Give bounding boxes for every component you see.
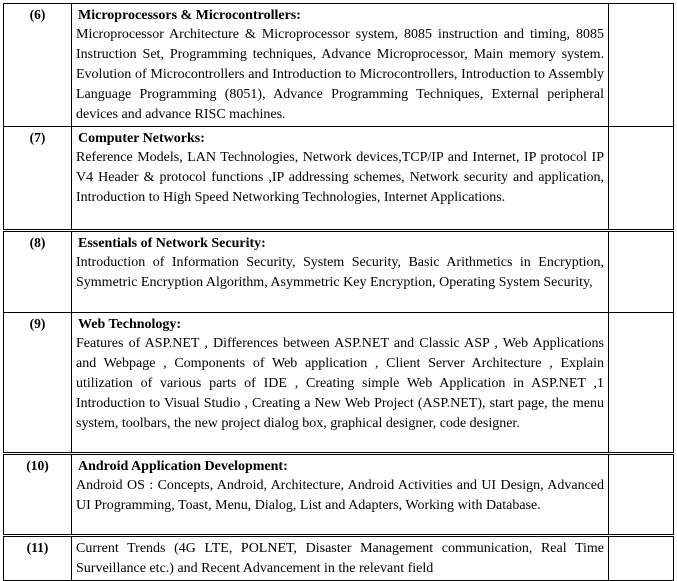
unit-title: Computer Networks: [78, 131, 205, 146]
empty-cell [609, 127, 674, 231]
unit-title: Microprocessors & Microcontrollers: [78, 8, 301, 23]
empty-cell [609, 536, 674, 581]
unit-number: (7) [4, 127, 72, 231]
table-row [4, 313, 674, 454]
unit-description: Reference Models, LAN Technologies, Network devices,TCP/IP and Internet, IP protocol IP V4 Header & protocol functions ,IP addressing schemes, Network security and application, Introduction to High Speed Networking Technologies, Internet Applications. [76, 150, 604, 205]
table-row [4, 4, 674, 127]
unit-content [72, 313, 609, 454]
empty-cell [609, 313, 674, 454]
table-row [4, 536, 674, 581]
unit-number: (11) [4, 536, 72, 581]
unit-title: Essentials of Network Security: [78, 236, 266, 251]
unit-description: Introduction of Information Security, System Security, Basic Arithmetics in Encryption, Symmetric Encryption Algorithm, Asymmetric Key Encryption, Operating System Security, [76, 255, 604, 290]
empty-cell [609, 454, 674, 536]
unit-number: (6) [4, 4, 72, 127]
unit-description: Current Trends (4G LTE, POLNET, Disaster Management communication, Real Time Surveillance etc.) and Recent Advancement in the relevant field [76, 541, 604, 576]
table-row [4, 454, 674, 536]
unit-content [72, 231, 609, 313]
unit-title: Web Technology: [78, 317, 182, 332]
unit-description: Android OS : Concepts, Android, Architecture, Android Activities and UI Design, Advanced UI Programming, Toast, Menu, Dialog, List and Adapters, Working with Database. [76, 478, 604, 513]
unit-content [72, 454, 609, 536]
empty-cell [609, 231, 674, 313]
unit-description: Microprocessor Architecture & Microprocessor system, 8085 instruction and timing, 8085 Instruction Set, Programming techniques, Advance Microprocessor, Main memory system. Evolution of Microcontrollers and Introduction to Microcontrollers, Introduction to Assembly Language Programming (8051), Advance Programming Techniques, External peripheral devices and advance RISC machines. [76, 27, 604, 122]
empty-cell [609, 4, 674, 127]
unit-title: Android Application Development: [78, 459, 288, 474]
unit-content [72, 127, 609, 231]
syllabus-table [3, 3, 674, 581]
unit-content [72, 4, 609, 127]
unit-content [72, 536, 609, 581]
unit-number: (10) [4, 454, 72, 536]
table-row [4, 231, 674, 313]
table-row [4, 127, 674, 231]
unit-number: (9) [4, 313, 72, 454]
unit-description: Features of ASP.NET , Differences between ASP.NET and Classic ASP , Web Applications and Webpage , Components of Web application , Client Server Architecture , Explain utilization of various parts of IDE , Creating simple Web Application in ASP.NET ,1 Introduction to Visual Studio , Creating a New Web Project (ASP.NET), start page, the menu system, toolbars, the new project dialog box, graphical designer, code designer. [76, 336, 604, 431]
unit-number: (8) [4, 231, 72, 313]
